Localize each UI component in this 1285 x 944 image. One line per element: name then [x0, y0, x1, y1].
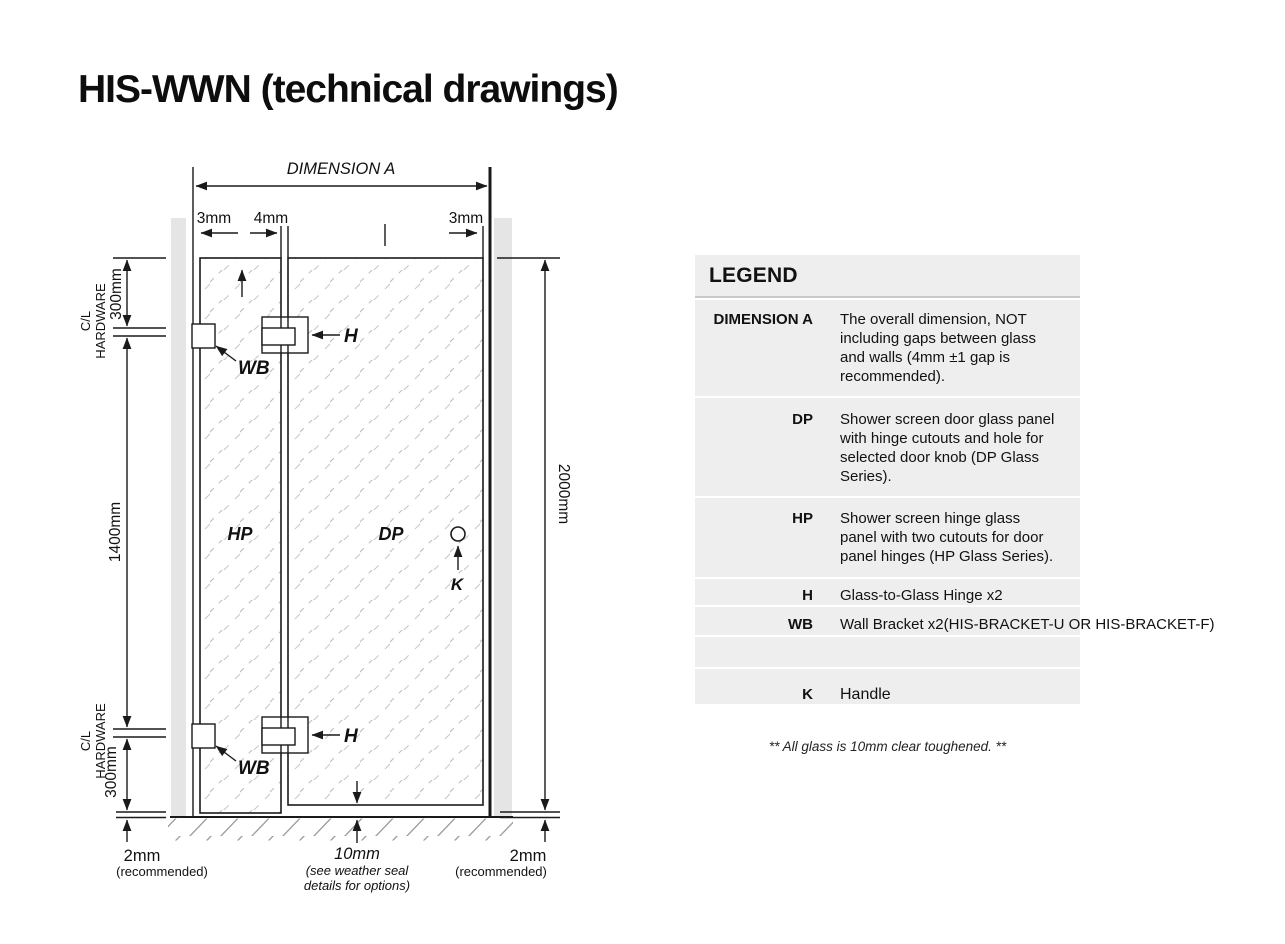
bottom-right-gap-label: 2mm — [509, 847, 547, 865]
legend-description — [840, 637, 1058, 667]
legend-term: H — [802, 587, 813, 604]
legend-term: K — [802, 686, 813, 703]
legend-term: WB — [788, 616, 813, 633]
dim-1400-label: 1400mm — [107, 501, 124, 563]
hinge-top — [262, 317, 308, 353]
gap-left-label: 3mm — [196, 210, 232, 227]
cl-hardware-top-line2: HARDWARE — [93, 283, 108, 359]
bottom-mid-note1: (see weather seal — [305, 863, 409, 878]
left-wall — [171, 218, 186, 816]
legend-term: DIMENSION A — [713, 311, 813, 328]
gap-mid-label: 4mm — [253, 210, 289, 227]
legend-row-dimension-a — [695, 298, 1080, 396]
legend-description: Glass-to-Glass Hinge x2 — [840, 587, 1003, 604]
dp-panel-label: DP — [378, 524, 404, 544]
right-wall — [494, 218, 512, 816]
cl-hardware-bottom-line2: HARDWARE — [93, 703, 108, 779]
legend-row-hp — [695, 496, 1080, 577]
legend-panel — [695, 255, 1215, 704]
legend-description: Shower screen door glass panel with hinge cutouts and hole for selected door knob (DP Glass Series). — [840, 411, 1055, 485]
drawing-lines — [113, 167, 560, 843]
dimension-a-label: DIMENSION A — [286, 160, 396, 178]
legend-row-h — [695, 577, 1080, 605]
wall-bracket-top — [192, 324, 215, 348]
wb-top-label: WB — [238, 358, 270, 379]
hp-panel-label: HP — [227, 524, 253, 544]
legend-row-wb — [695, 605, 1215, 635]
dim-2000-label: 2000mm — [555, 463, 572, 525]
legend-row-empty — [695, 635, 1080, 667]
bottom-mid-gap-label: 10mm — [334, 845, 380, 863]
dim-300-top-label: 300mm — [108, 268, 125, 320]
glass-footnote: ** All glass is 10mm clear toughened. ** — [768, 739, 1007, 754]
legend-term: HP — [792, 510, 813, 527]
legend-term — [695, 637, 813, 667]
wb-bottom-label: WB — [238, 758, 270, 779]
floor-hatch — [168, 819, 513, 841]
bottom-left-note: (recommended) — [116, 864, 208, 879]
wall-bracket-bottom — [192, 724, 215, 748]
legend-description: Handle — [840, 686, 891, 703]
hinge-bottom — [262, 717, 308, 753]
legend-row-dp — [695, 396, 1080, 496]
legend-description: Shower screen hinge glass panel with two cutouts for door panel hinges (HP Glass Series). — [840, 510, 1054, 565]
legend-title: LEGEND — [695, 255, 1080, 298]
bottom-right-note: (recommended) — [455, 864, 547, 879]
bottom-left-gap-label: 2mm — [123, 847, 161, 865]
legend-row-k — [695, 667, 1080, 704]
legend-description: The overall dimension, NOT including gaps between glass and walls (4mm ±1 gap is recommended). — [840, 311, 1036, 385]
legend-term: DP — [792, 411, 813, 428]
cl-hardware-top-line1: C/L — [78, 310, 93, 332]
gap-right-label: 3mm — [448, 210, 484, 227]
k-label: K — [450, 575, 464, 594]
cl-hardware-bottom-line1: C/L — [78, 730, 93, 752]
handle-hole — [451, 527, 465, 541]
bottom-mid-note2: details for options) — [303, 878, 411, 893]
page-title: HIS-WWN (technical drawings) — [78, 68, 618, 111]
legend-description: Wall Bracket x2(HIS-BRACKET-U OR HIS-BRACKET-F) — [840, 616, 1215, 633]
h-top-label: H — [344, 326, 358, 347]
dim-300-bottom-label: 300mm — [103, 746, 120, 798]
h-bottom-label: H — [344, 726, 358, 747]
